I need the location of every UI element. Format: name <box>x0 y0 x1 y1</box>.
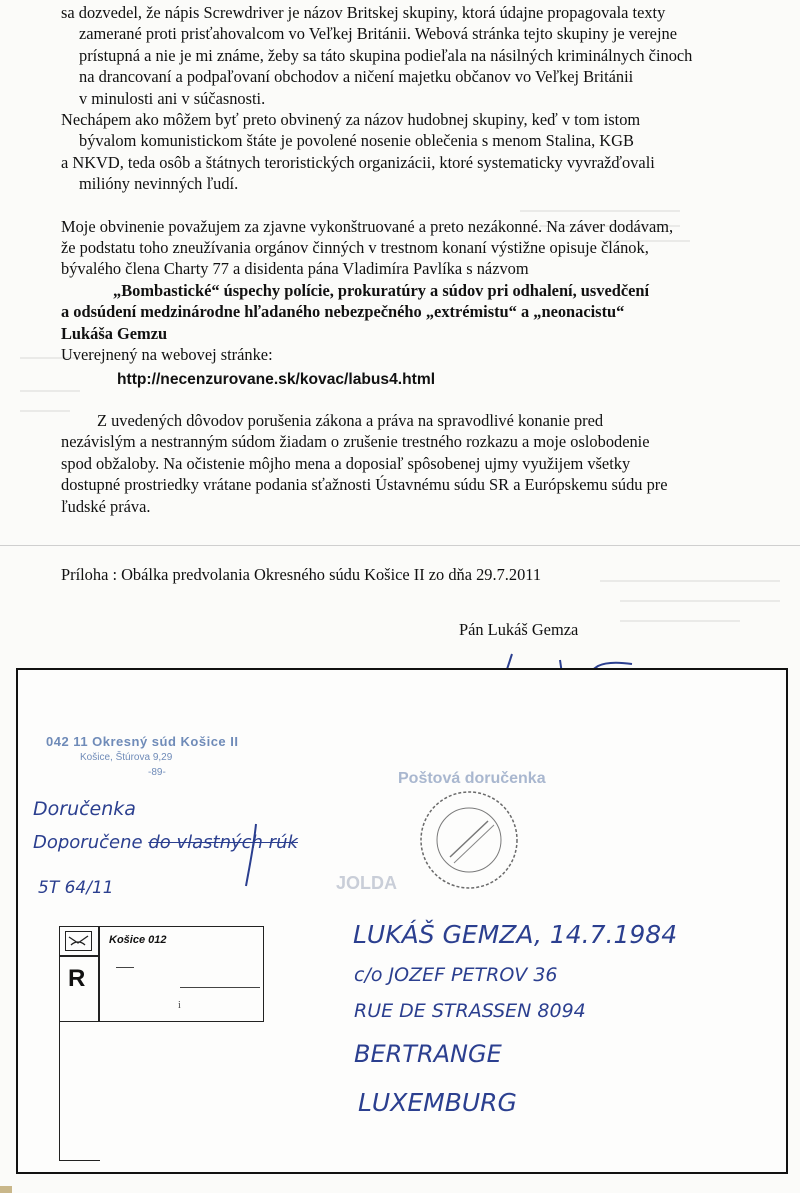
letter-body <box>61 0 761 517</box>
sender-code: -89- <box>148 767 166 778</box>
text-line: ľudské práva. <box>61 496 151 516</box>
text-line: nezávislým a nestranným súdom žiadam o zrušenie trestného rozkazu a moje oslobodenie <box>61 432 650 452</box>
text-line: na drancovaní a podpaľovaní obchodov a ničení majetku občanov vo Veľkej Británii <box>79 67 634 87</box>
handwritten-word: Doporučene <box>33 832 143 853</box>
recipient-name: LUKÁŠ GEMZA, 14.7.1984 <box>353 920 678 949</box>
sender-address: Košice, Štúrova 9,29 <box>80 752 173 763</box>
text-line: dostupné prostriedky vrátane podania sťažnosti Ústavnému súdu SR a Európskemu súdu pre <box>61 475 668 495</box>
receipt-stamp-text: Poštová doručenka <box>398 770 546 787</box>
text-line: sa dozvedel, že nápis Screwdriver je názov Britskej skupiny, ktorá údajne propagovala texty <box>61 3 666 22</box>
recipient-town: BERTRANGE <box>354 1040 502 1068</box>
handwritten-case-number: 5T 64/11 <box>38 878 114 898</box>
article-title <box>61 280 761 344</box>
recipient-care-of: c/o JOZEF PETROV 36 <box>354 964 558 986</box>
struck-out-words: do vlastných rúk <box>148 832 298 853</box>
label-dash <box>116 967 134 968</box>
text-line: „Bombastické“ úspechy polície, prokuratúry a súdov pri odhalení, usvedčení <box>113 280 650 300</box>
text-line: Moje obvinenie považujem za zjavne vykonštruované a preto nezákonné. Na záver dodávam, <box>61 216 674 236</box>
text-line: Nechápem ako môžem byť preto obvinený za názov hudobnej skupiny, keď v tom istom <box>61 110 641 130</box>
published-label: Uverejnený na webovej stránke: <box>61 345 273 365</box>
scan-edge-mark <box>0 1186 12 1193</box>
text-line: a odsúdení medzinárodne hľadaného nebezpečného „extrémistu“ a „neonacistu“ <box>61 302 625 322</box>
handwritten-stroke <box>236 820 266 890</box>
handwritten-note-receipt: Doručenka <box>33 798 136 820</box>
paragraph-1 <box>61 2 761 109</box>
text-line: v minulosti ani v súčasnosti. <box>79 88 266 108</box>
annex-line: Príloha : Obálka predvolania Okresného súdu Košice II zo dňa 29.7.2011 <box>61 565 542 584</box>
recipient-country: LUXEMBURG <box>358 1088 517 1117</box>
registered-label-frame <box>59 1020 100 1161</box>
text-line: Z uvedených dôvodov porušenia zákona a práva na spravodlivé konanie pred <box>97 410 604 430</box>
registered-letter-mark: R <box>68 965 86 992</box>
postmark-stamp <box>414 785 524 895</box>
label-mark: i <box>178 1000 181 1011</box>
text-line: že podstatu toho zneužívania orgánov činných v trestnom konaní výstižne opisuje článok, <box>61 238 649 258</box>
text-line: spod obžaloby. Na očistenie môjho mena a doposiaľ spôsobenej ujmy využijem všetky <box>61 453 631 473</box>
text-line: bývalom komunistickom štáte je povolené nosenie oblečenia s menom Stalina, KGB <box>79 131 634 151</box>
article-url[interactable]: http://necenzurovane.sk/kovac/labus4.html <box>117 370 436 388</box>
text-line: bývalého člena Charty 77 a disidenta pána Vladimíra Pavlíka s názvom <box>61 259 529 279</box>
label-underline <box>180 987 260 988</box>
scan-fold-line <box>0 545 800 546</box>
text-line: zamerané proti prisťahovalcom vo Veľkej Británii. Webová stránka tejto skupiny je verejne <box>79 24 677 44</box>
paragraph-3 <box>61 216 761 280</box>
post-office-name: Košice 012 <box>109 934 167 946</box>
label-divider <box>60 955 98 957</box>
text-line: prístupná a nie je mi známe, žeby sa táto skupina podieľala na násilných kriminálnych činoch <box>79 45 693 65</box>
label-divider <box>98 927 100 1021</box>
text-line: Lukáša Gemzu <box>61 323 168 343</box>
text-line: milióny nevinných ľudí. <box>79 174 239 194</box>
signatory-name: Pán Lukáš Gemza <box>459 620 579 639</box>
sender-court: 042 11 Okresný súd Košice II <box>46 734 239 749</box>
post-horn-icon <box>65 931 92 951</box>
faint-marking: JOLDA <box>336 873 398 893</box>
paragraph-2 <box>61 109 761 195</box>
envelope <box>16 668 788 1174</box>
paragraph-4 <box>61 410 761 517</box>
registered-mail-label <box>59 926 264 1022</box>
recipient-street: RUE DE STRASSEN 8094 <box>354 1000 586 1022</box>
text-line: a NKVD, teda osôb a štátnych teroristických organizácii, ktoré systematicky vyvražďovali <box>61 152 655 172</box>
